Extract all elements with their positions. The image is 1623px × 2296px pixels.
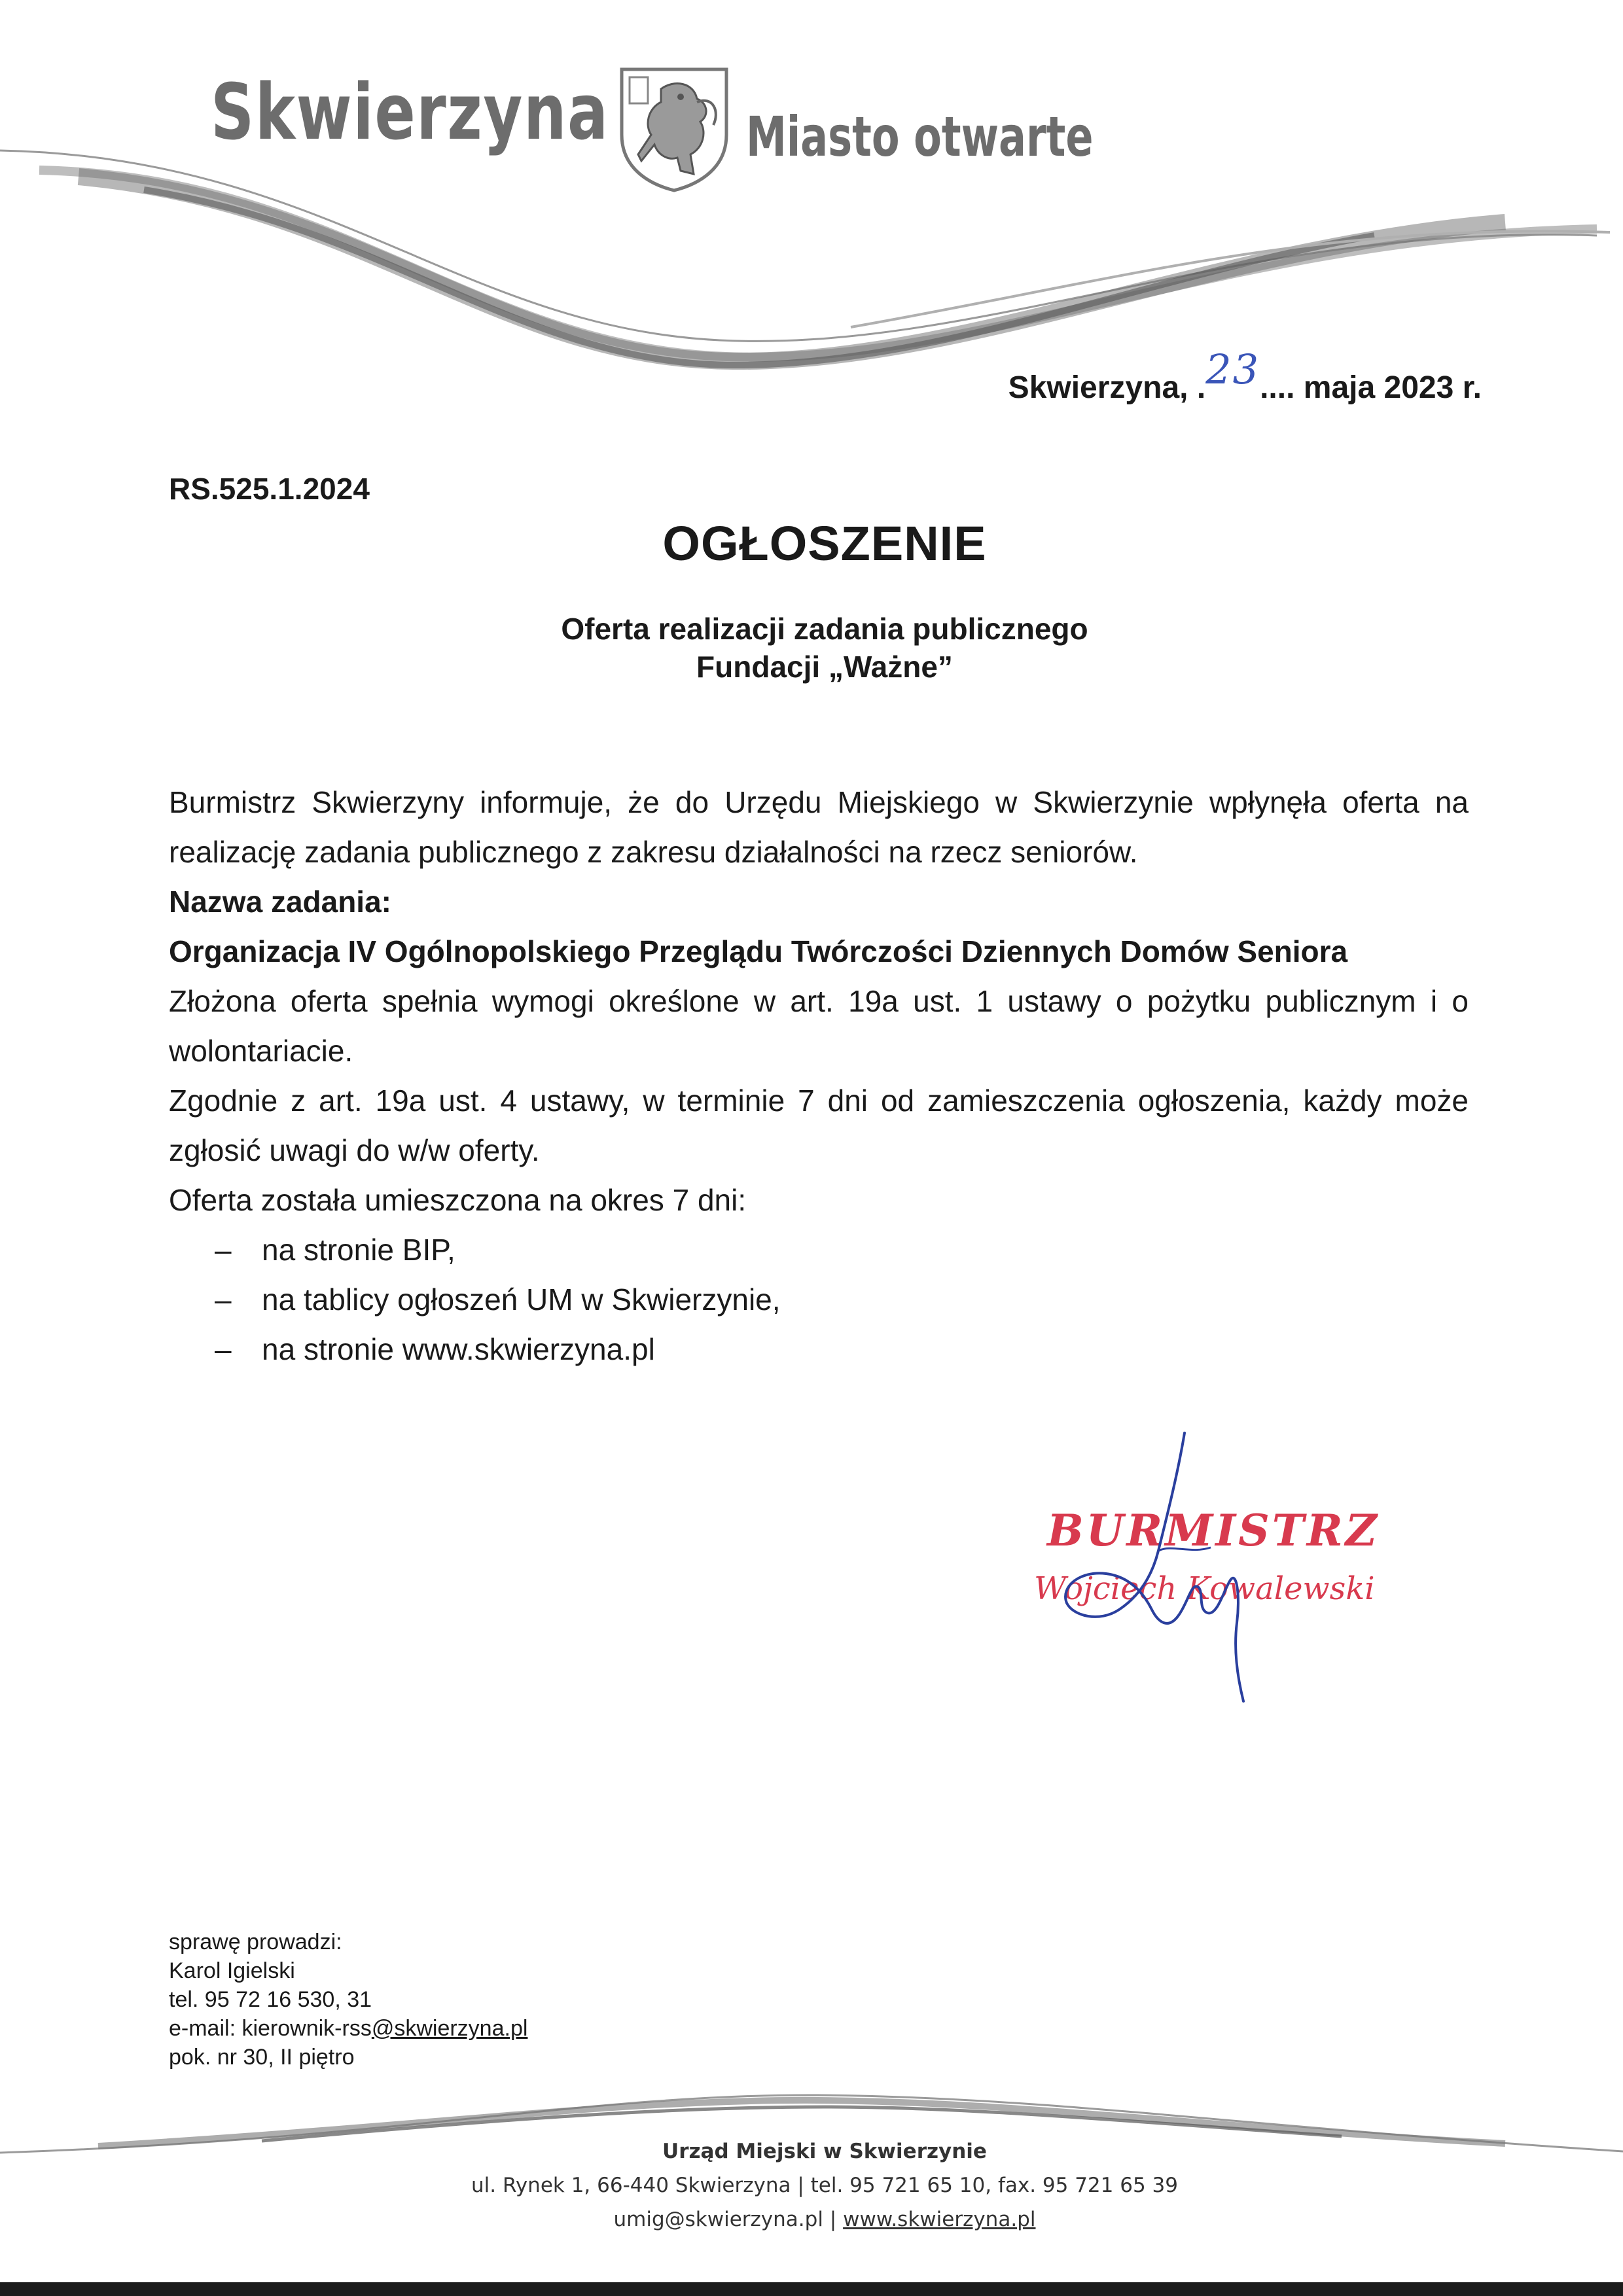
contact-name: Karol Igielski [169,1958,295,1983]
contact-phone: tel. 95 72 16 530, 31 [169,1987,372,2012]
intro-paragraph: Burmistrz Skwierzyny informuje, że do Urzędu Miejskiego w Skwierzynie wpłynęła oferta na realizację zadania publicznego z zakresu działalności na rzecz seniorów. [169,785,1469,869]
list-item [169,1225,1469,1275]
document-title: OGŁOSZENIE [662,516,987,571]
contact-email-prefix: e-mail: kierownik-rss [169,2016,372,2041]
list-item-text: na tablicy ogłoszeń UM w Skwierzynie, [262,1282,781,1316]
subtitle-line-2: Fundacji „Ważne” [696,650,953,684]
footer-address: ul. Rynek 1, 66-440 Skwierzyna | tel. 95 721 65 10, fax. 95 721 65 39 [471,2174,1178,2197]
task-label: Nazwa zadania: [169,885,391,919]
footer-office: Urząd Miejski w Skwierzynie [662,2140,987,2163]
contact-room: pok. nr 30, II piętro [169,2045,355,2070]
scan-bottom-edge [0,2282,1623,2296]
contact-email-domain: @skwierzyna.pl [371,2016,528,2041]
footer [0,2134,1623,2236]
stamp-name: Wojciech Kowalewski [1034,1570,1375,1607]
date-suffix: maja 2023 r. [1303,370,1482,405]
reference-number: RS.525.1.2024 [169,472,370,506]
dash-bullet: – [215,1233,232,1267]
date-dots: . [1196,370,1206,405]
list-item [169,1275,1469,1324]
date-dots: .... [1260,370,1304,405]
footer-website-link[interactable]: www.skwierzyna.pl [843,2208,1036,2231]
dash-bullet: – [215,1282,232,1316]
stamp-title: BURMISTRZ [1047,1505,1380,1556]
brand-slogan: Miasto otwarte [746,105,1094,169]
list-item-text: na stronie BIP, [262,1233,455,1267]
requirements-paragraph: Złożona oferta spełnia wymogi określone w art. 19a ust. 1 ustawy o pożytku publicznym i o wolontariacie. [169,984,1469,1068]
list-item [169,1324,1469,1374]
contact-block [169,1928,527,2072]
footer-email[interactable]: umig@skwierzyna.pl [613,2208,823,2231]
placement-list [169,1225,1469,1374]
footer-contacts [0,2202,1623,2236]
date-line [1008,345,1482,408]
handwritten-signature [1021,1413,1309,1714]
date-prefix: Skwierzyna, [1008,370,1188,405]
coat-of-arms-lion-icon [615,63,733,194]
remarks-paragraph: Zgodnie z art. 19a ust. 4 ustawy, w terminie 7 dni od zamieszczenia ogłoszenia, każdy może zgłosić uwagi do w/w oferty. [169,1084,1469,1167]
date-handwritten-day: 23 [1205,345,1260,393]
subtitle-line-1: Oferta realizacji zadania publicznego [561,612,1088,646]
document-subtitle [0,610,1623,686]
footer-separator: | [829,2208,837,2231]
announcement-body [169,777,1469,1374]
list-item-text: na stronie www.skwierzyna.pl [262,1332,655,1366]
contact-label: sprawę prowadzi: [169,1930,342,1954]
task-name: Organizacja IV Ogólnopolskiego Przeglądu Twórczości Dziennych Domów Seniora [169,934,1348,968]
dash-bullet: – [215,1332,232,1366]
brand-name: Skwierzyna [211,67,609,157]
placement-intro: Oferta została umieszczona na okres 7 dni: [169,1183,747,1217]
contact-email[interactable] [169,2014,527,2043]
